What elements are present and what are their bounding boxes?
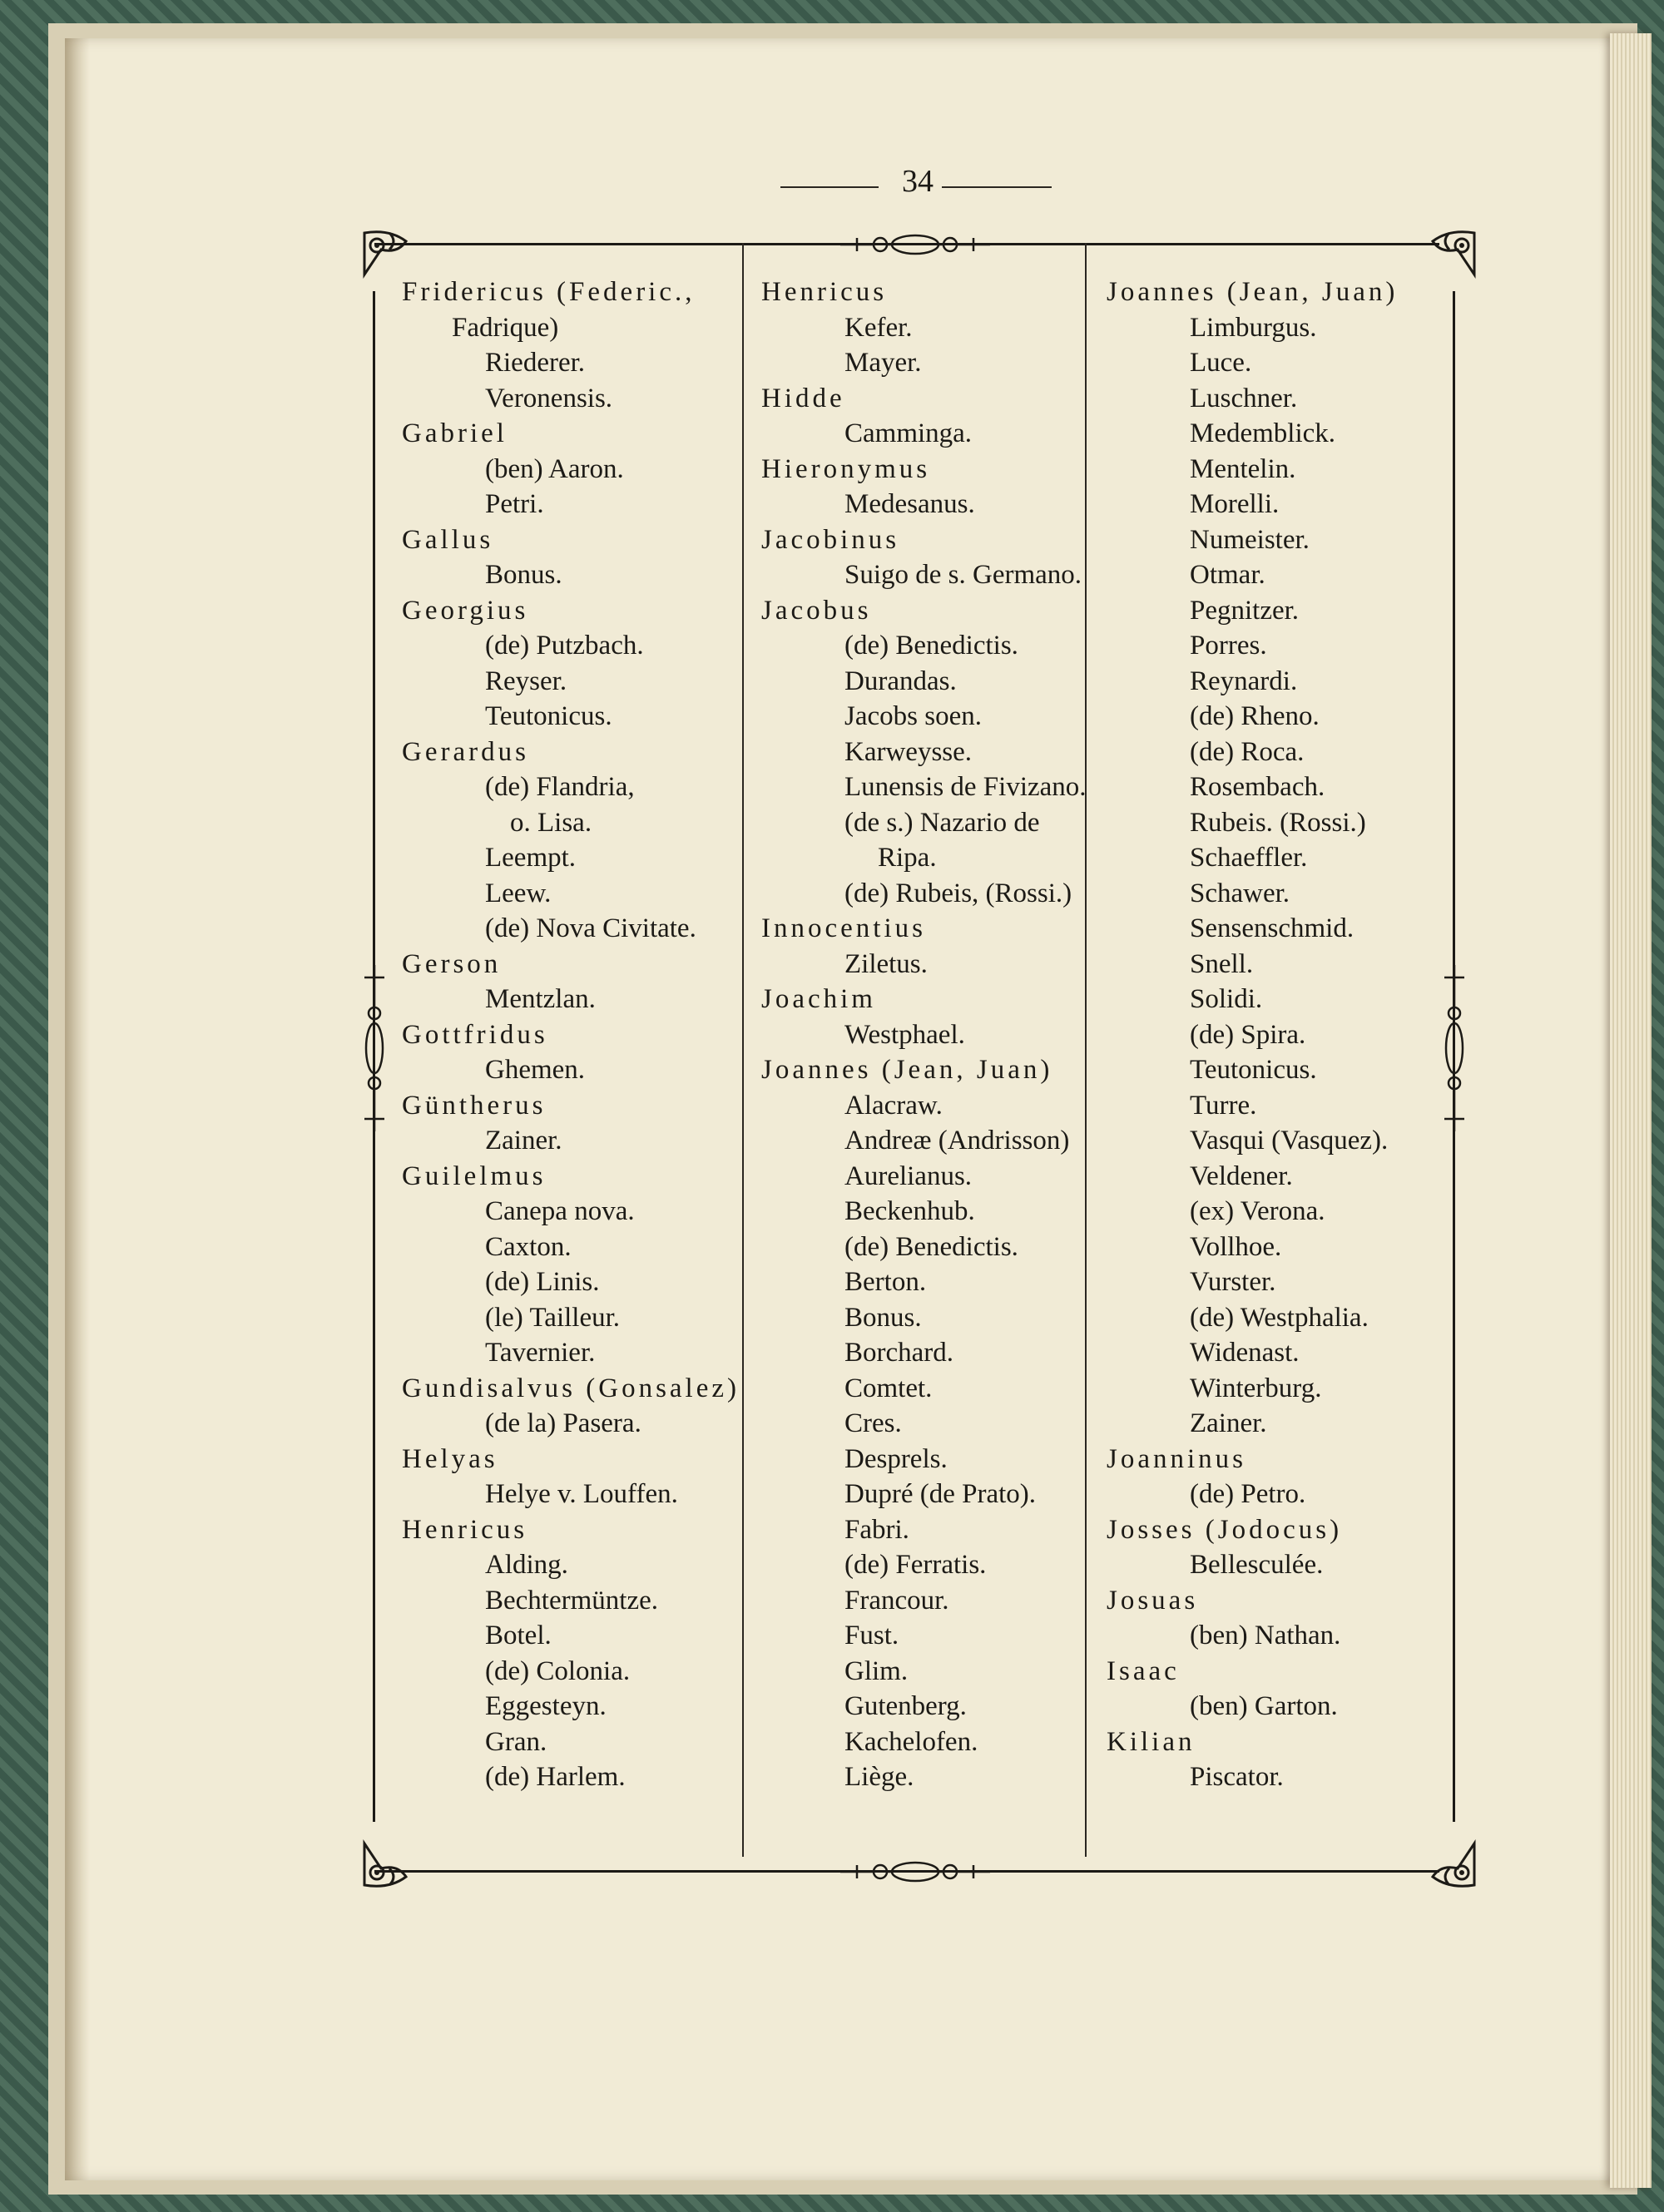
top-center-ornament-icon [832, 230, 998, 260]
index-entry: Rubeis. (Rossi.) [1190, 807, 1366, 838]
index-entry: Zainer. [485, 1126, 562, 1155]
index-entry: Veronensis. [485, 383, 613, 413]
page-number: 34 [902, 164, 934, 199]
index-entry: Suigo de s. Germano. [844, 560, 1082, 590]
page-number-rule-right [942, 186, 1052, 188]
index-entry: (de) Linis. [485, 1267, 600, 1297]
index-entry: Solidi. [1190, 984, 1263, 1014]
index-entry: Lunensis de Fivizano. [844, 772, 1087, 802]
index-entry: Caxton. [485, 1231, 572, 1262]
index-entry: Bonus. [485, 560, 562, 590]
index-entry: Dupré (de Prato). [844, 1479, 1037, 1509]
index-entry: Snell. [1190, 948, 1254, 979]
index-entry: Leew. [485, 878, 552, 908]
index-entry: Vasqui (Vasquez). [1190, 1126, 1389, 1155]
index-entry: Riederer. [485, 348, 586, 378]
index-entry: (de) Benedictis. [844, 1231, 1018, 1262]
bottom-center-ornament-icon [832, 1857, 998, 1887]
index-entry: Durandas. [844, 666, 957, 696]
index-entry: Luschner. [1190, 383, 1298, 413]
index-heading: Joannes (Jean, Juan) [1107, 277, 1399, 307]
page-gutter [65, 38, 90, 2180]
index-entry: o. Lisa. [510, 807, 592, 838]
index-entry: Vurster. [1190, 1267, 1276, 1297]
index-entry: (le) Tailleur. [485, 1302, 621, 1333]
index-entry: Glim. [844, 1655, 909, 1686]
index-heading: Isaac [1107, 1655, 1180, 1686]
index-heading: Güntherus [402, 1090, 547, 1121]
index-heading: Henricus [761, 277, 888, 307]
index-entry: Kefer. [844, 312, 913, 343]
index-entry: Francour. [844, 1585, 949, 1616]
index-heading: Innocentius [761, 913, 926, 943]
index-entry: Jacobs soen. [844, 701, 982, 731]
index-entry: Fabri. [844, 1514, 909, 1545]
column-divider-1 [742, 243, 744, 1857]
index-entry: (de) Benedictis. [844, 631, 1018, 661]
index-entry: (ben) Aaron. [485, 453, 624, 484]
index-entry: Botel. [485, 1621, 552, 1650]
index-entry: Leempt. [485, 843, 577, 873]
page-edges [1610, 33, 1652, 2188]
index-entry: Fust. [844, 1621, 899, 1650]
index-entry: (de) Colonia. [485, 1655, 631, 1686]
index-column-1 [402, 275, 740, 1795]
index-entry: Camminga. [844, 418, 973, 448]
index-heading: Josuas [1107, 1585, 1199, 1616]
index-entry: (de) Flandria, [485, 772, 635, 802]
index-heading: Hidde [761, 383, 845, 413]
index-entry: (de) Westphalia. [1190, 1302, 1369, 1333]
index-entry: Numeister. [1190, 524, 1310, 555]
index-heading: Henricus [402, 1514, 528, 1545]
index-entry: Borchard. [844, 1338, 954, 1368]
index-heading: Gundisalvus (Gonsalez) [402, 1373, 740, 1403]
index-entry: (ben) Garton. [1190, 1691, 1338, 1721]
index-entry: Teutonicus. [1190, 1055, 1317, 1085]
index-heading: Josses (Jodocus) [1107, 1514, 1343, 1545]
index-entry: Alacraw. [844, 1090, 943, 1121]
index-entry: (de) Spira. [1190, 1019, 1306, 1050]
index-entry: Cres. [844, 1408, 902, 1438]
index-entry: Ripa. [878, 843, 937, 873]
index-entry: Medemblick. [1190, 418, 1336, 448]
index-heading: Jacobus [761, 595, 872, 626]
index-entry: Otmar. [1190, 560, 1265, 590]
index-entry: Liège. [844, 1762, 914, 1792]
index-entry: Ziletus. [844, 948, 928, 979]
index-entry: Medesanus. [844, 489, 975, 519]
left-center-ornament-icon [358, 965, 391, 1131]
index-entry: (de la) Pasera. [485, 1408, 641, 1438]
index-heading: Gottfridus [402, 1019, 548, 1050]
index-entry: Bechtermüntze. [485, 1585, 658, 1616]
index-entry: Karweysse. [844, 736, 973, 767]
index-entry: Luce. [1190, 348, 1252, 378]
corner-ornament-top-right-icon [1416, 225, 1483, 291]
index-entry: Mentelin. [1190, 453, 1296, 484]
index-column-3 [1107, 275, 1398, 1795]
index-entry: Fadrique) [452, 312, 559, 343]
index-entry: (de) Putzbach. [485, 631, 644, 661]
index-entry: Berton. [844, 1267, 927, 1297]
index-entry: Reynardi. [1190, 666, 1298, 696]
index-entry: Beckenhub. [844, 1196, 975, 1226]
index-heading: Joanninus [1107, 1443, 1246, 1474]
index-entry: Schawer. [1190, 878, 1290, 908]
corner-ornament-bottom-left-icon [356, 1827, 423, 1893]
index-entry: Kachelofen. [844, 1726, 978, 1757]
index-entry: Schaeffler. [1190, 843, 1308, 873]
index-entry: Vollhoe. [1190, 1231, 1282, 1262]
index-entry: Petri. [485, 489, 544, 519]
index-entry: Bonus. [844, 1302, 922, 1333]
index-entry: Veldener. [1190, 1160, 1293, 1191]
page-number-rule-left [780, 186, 879, 188]
right-center-ornament-icon [1438, 965, 1471, 1131]
index-entry: Alding. [485, 1550, 568, 1580]
index-entry: Teutonicus. [485, 701, 612, 731]
index-entry: Limburgus. [1190, 312, 1317, 343]
index-entry: Morelli. [1190, 489, 1280, 519]
index-entry: Zainer. [1190, 1408, 1267, 1438]
index-column-2 [761, 275, 1087, 1795]
index-entry: (de) Nova Civitate. [485, 913, 696, 943]
index-entry: Tavernier. [485, 1338, 596, 1368]
index-heading: Joachim [761, 984, 876, 1014]
index-entry: (ben) Nathan. [1190, 1621, 1341, 1650]
corner-ornament-bottom-right-icon [1416, 1827, 1483, 1893]
index-entry: Widenast. [1190, 1338, 1300, 1368]
index-entry: Canepa nova. [485, 1196, 635, 1226]
index-entry: Andreæ (Andrisson) [844, 1126, 1070, 1155]
index-entry: (de) Ferratis. [844, 1550, 987, 1580]
index-heading: Fridericus (Federic., [402, 277, 696, 307]
index-heading: Gerardus [402, 736, 529, 767]
index-entry: Piscator. [1190, 1762, 1284, 1792]
index-entry: Gutenberg. [844, 1691, 967, 1721]
index-entry: Sensenschmid. [1190, 913, 1354, 943]
index-entry: (de) Rheno. [1190, 701, 1320, 731]
index-entry: Porres. [1190, 631, 1267, 661]
index-heading: Jacobinus [761, 524, 900, 555]
index-entry: (de) Rubeis, (Rossi.) [844, 878, 1072, 908]
index-entry: Westphael. [844, 1019, 965, 1050]
index-entry: Desprels. [844, 1443, 948, 1474]
index-entry: Pegnitzer. [1190, 595, 1300, 626]
index-entry: Turre. [1190, 1090, 1257, 1121]
index-heading: Gerson [402, 948, 502, 979]
index-heading: Georgius [402, 595, 529, 626]
index-entry: (de) Harlem. [485, 1762, 626, 1792]
index-heading: Hieronymus [761, 453, 931, 484]
index-entry: Helye v. Louffen. [485, 1479, 678, 1509]
index-heading: Gallus [402, 524, 494, 555]
index-heading: Guilelmus [402, 1160, 547, 1191]
index-heading: Joannes (Jean, Juan) [761, 1055, 1053, 1085]
index-heading: Kilian [1107, 1726, 1196, 1757]
index-entry: (de) Petro. [1190, 1479, 1306, 1509]
index-entry: (ex) Verona. [1190, 1196, 1325, 1226]
index-entry: Aurelianus. [844, 1160, 973, 1191]
index-entry: Reyser. [485, 666, 567, 696]
index-heading: Gabriel [402, 418, 508, 448]
index-entry: (de) Roca. [1190, 736, 1305, 767]
index-entry: Mentzlan. [485, 984, 596, 1014]
index-entry: Eggesteyn. [485, 1691, 607, 1721]
index-entry: Mayer. [844, 348, 922, 378]
index-entry: Winterburg. [1190, 1373, 1322, 1403]
index-entry: Comtet. [844, 1373, 933, 1403]
index-heading: Helyas [402, 1443, 498, 1474]
index-entry: Gran. [485, 1726, 547, 1757]
index-entry: (de s.) Nazario de [844, 807, 1040, 838]
index-entry: Ghemen. [485, 1055, 586, 1085]
index-entry: Rosembach. [1190, 772, 1325, 802]
index-entry: Bellesculée. [1190, 1550, 1324, 1580]
